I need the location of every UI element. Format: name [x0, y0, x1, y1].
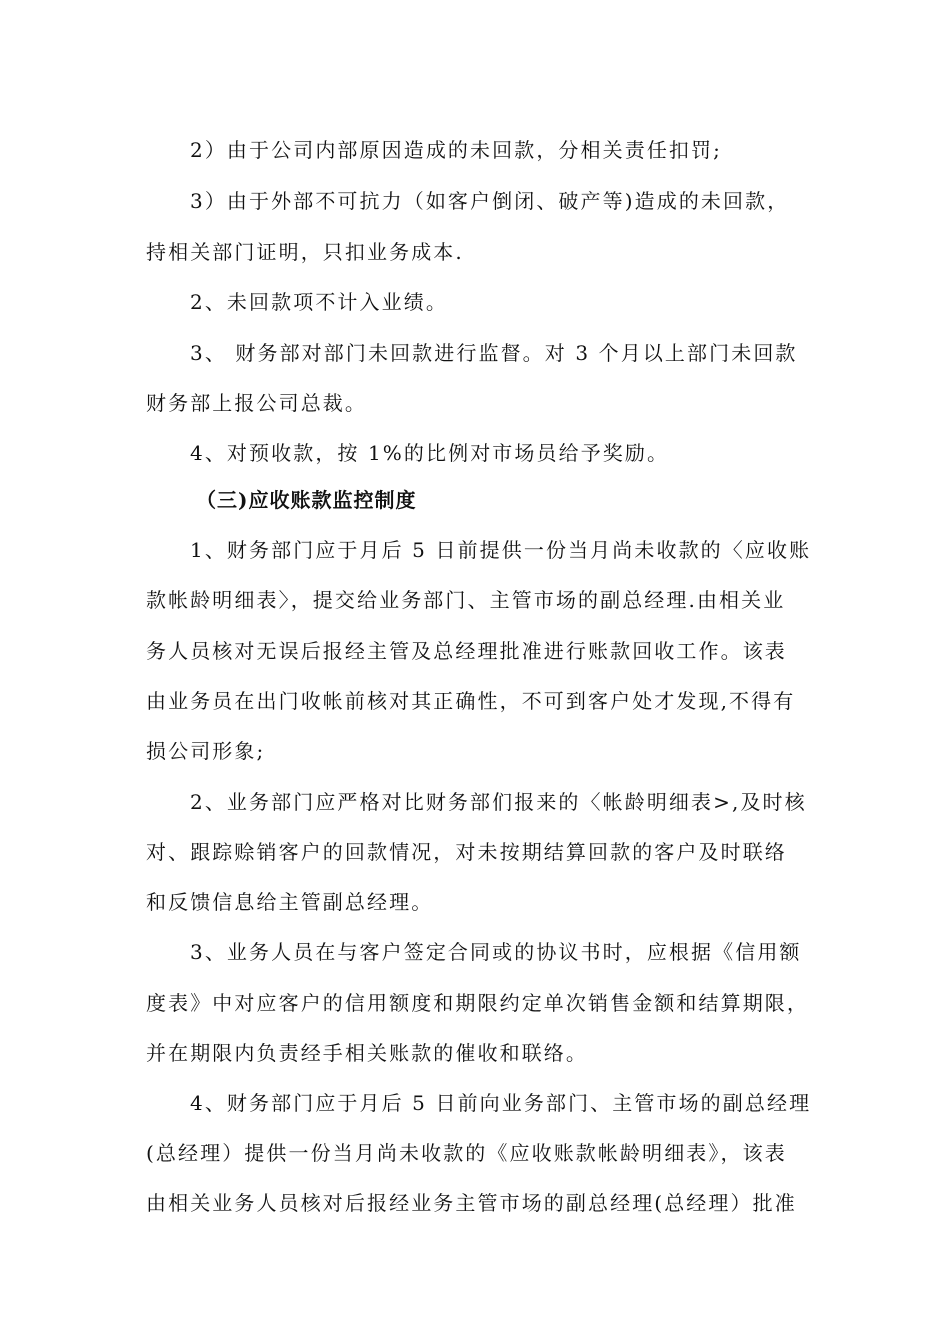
paragraph-line: 2、未回款项不计入业绩。	[190, 290, 448, 314]
paragraph-line: 务人员核对无误后报经主管及总经理批准进行账款回收工作。该表	[146, 639, 787, 663]
paragraph-line: 和反馈信息给主管副总经理。	[146, 890, 434, 914]
paragraph-line: 3）由于外部不可抗力（如客户倒闭、破产等)造成的未回款，	[190, 189, 790, 213]
paragraph-line: 2、业务部门应严格对比财务部们报来的〈帐龄明细表>,及时核	[190, 790, 807, 814]
paragraph-line: 财务部上报公司总裁。	[146, 391, 367, 415]
paragraph-line: 1、财务部门应于月后 5 日前提供一份当月尚未收款的〈应收账	[190, 538, 812, 562]
paragraph-line: 并在期限内负责经手相关账款的催收和联络。	[146, 1041, 588, 1065]
paragraph-line: 3、业务人员在与客户签定合同或的协议书时，应根据《信用额	[190, 940, 802, 964]
paragraph-line: 损公司形象;	[146, 739, 266, 763]
paragraph-line: (总经理）提供一份当月尚未收款的《应收账款帐龄明细表》，该表	[146, 1141, 787, 1165]
paragraph-line: 4、财务部门应于月后 5 日前向业务部门、主管市场的副总经理	[190, 1091, 812, 1115]
paragraph-line: 3、 财务部对部门未回款进行监督。对 3 个月以上部门未回款	[190, 341, 798, 365]
paragraph-line: 度表》中对应客户的信用额度和期限约定单次销售金额和结算期限，	[146, 991, 809, 1015]
paragraph-line: 款帐龄明细表〉，提交给业务部门、主管市场的副总经理.由相关业	[146, 588, 786, 612]
section-heading: （三)应收账款监控制度	[196, 488, 417, 512]
paragraph-line: 4、对预收款，按 1%的比例对市场员给予奖励。	[190, 441, 670, 465]
paragraph-line: 由业务员在出门收帐前核对其正确性，不可到客户处才发现,不得有	[146, 689, 796, 713]
paragraph-line: 由相关业务人员核对后报经业务主管市场的副总经理(总经理）批准	[146, 1191, 797, 1215]
paragraph-line: 持相关部门证明，只扣业务成本.	[146, 240, 464, 264]
paragraph-line: 2）由于公司内部原因造成的未回款，分相关责任扣罚;	[190, 138, 722, 162]
paragraph-line: 对、跟踪赊销客户的回款情况，对未按期结算回款的客户及时联络	[146, 840, 787, 864]
